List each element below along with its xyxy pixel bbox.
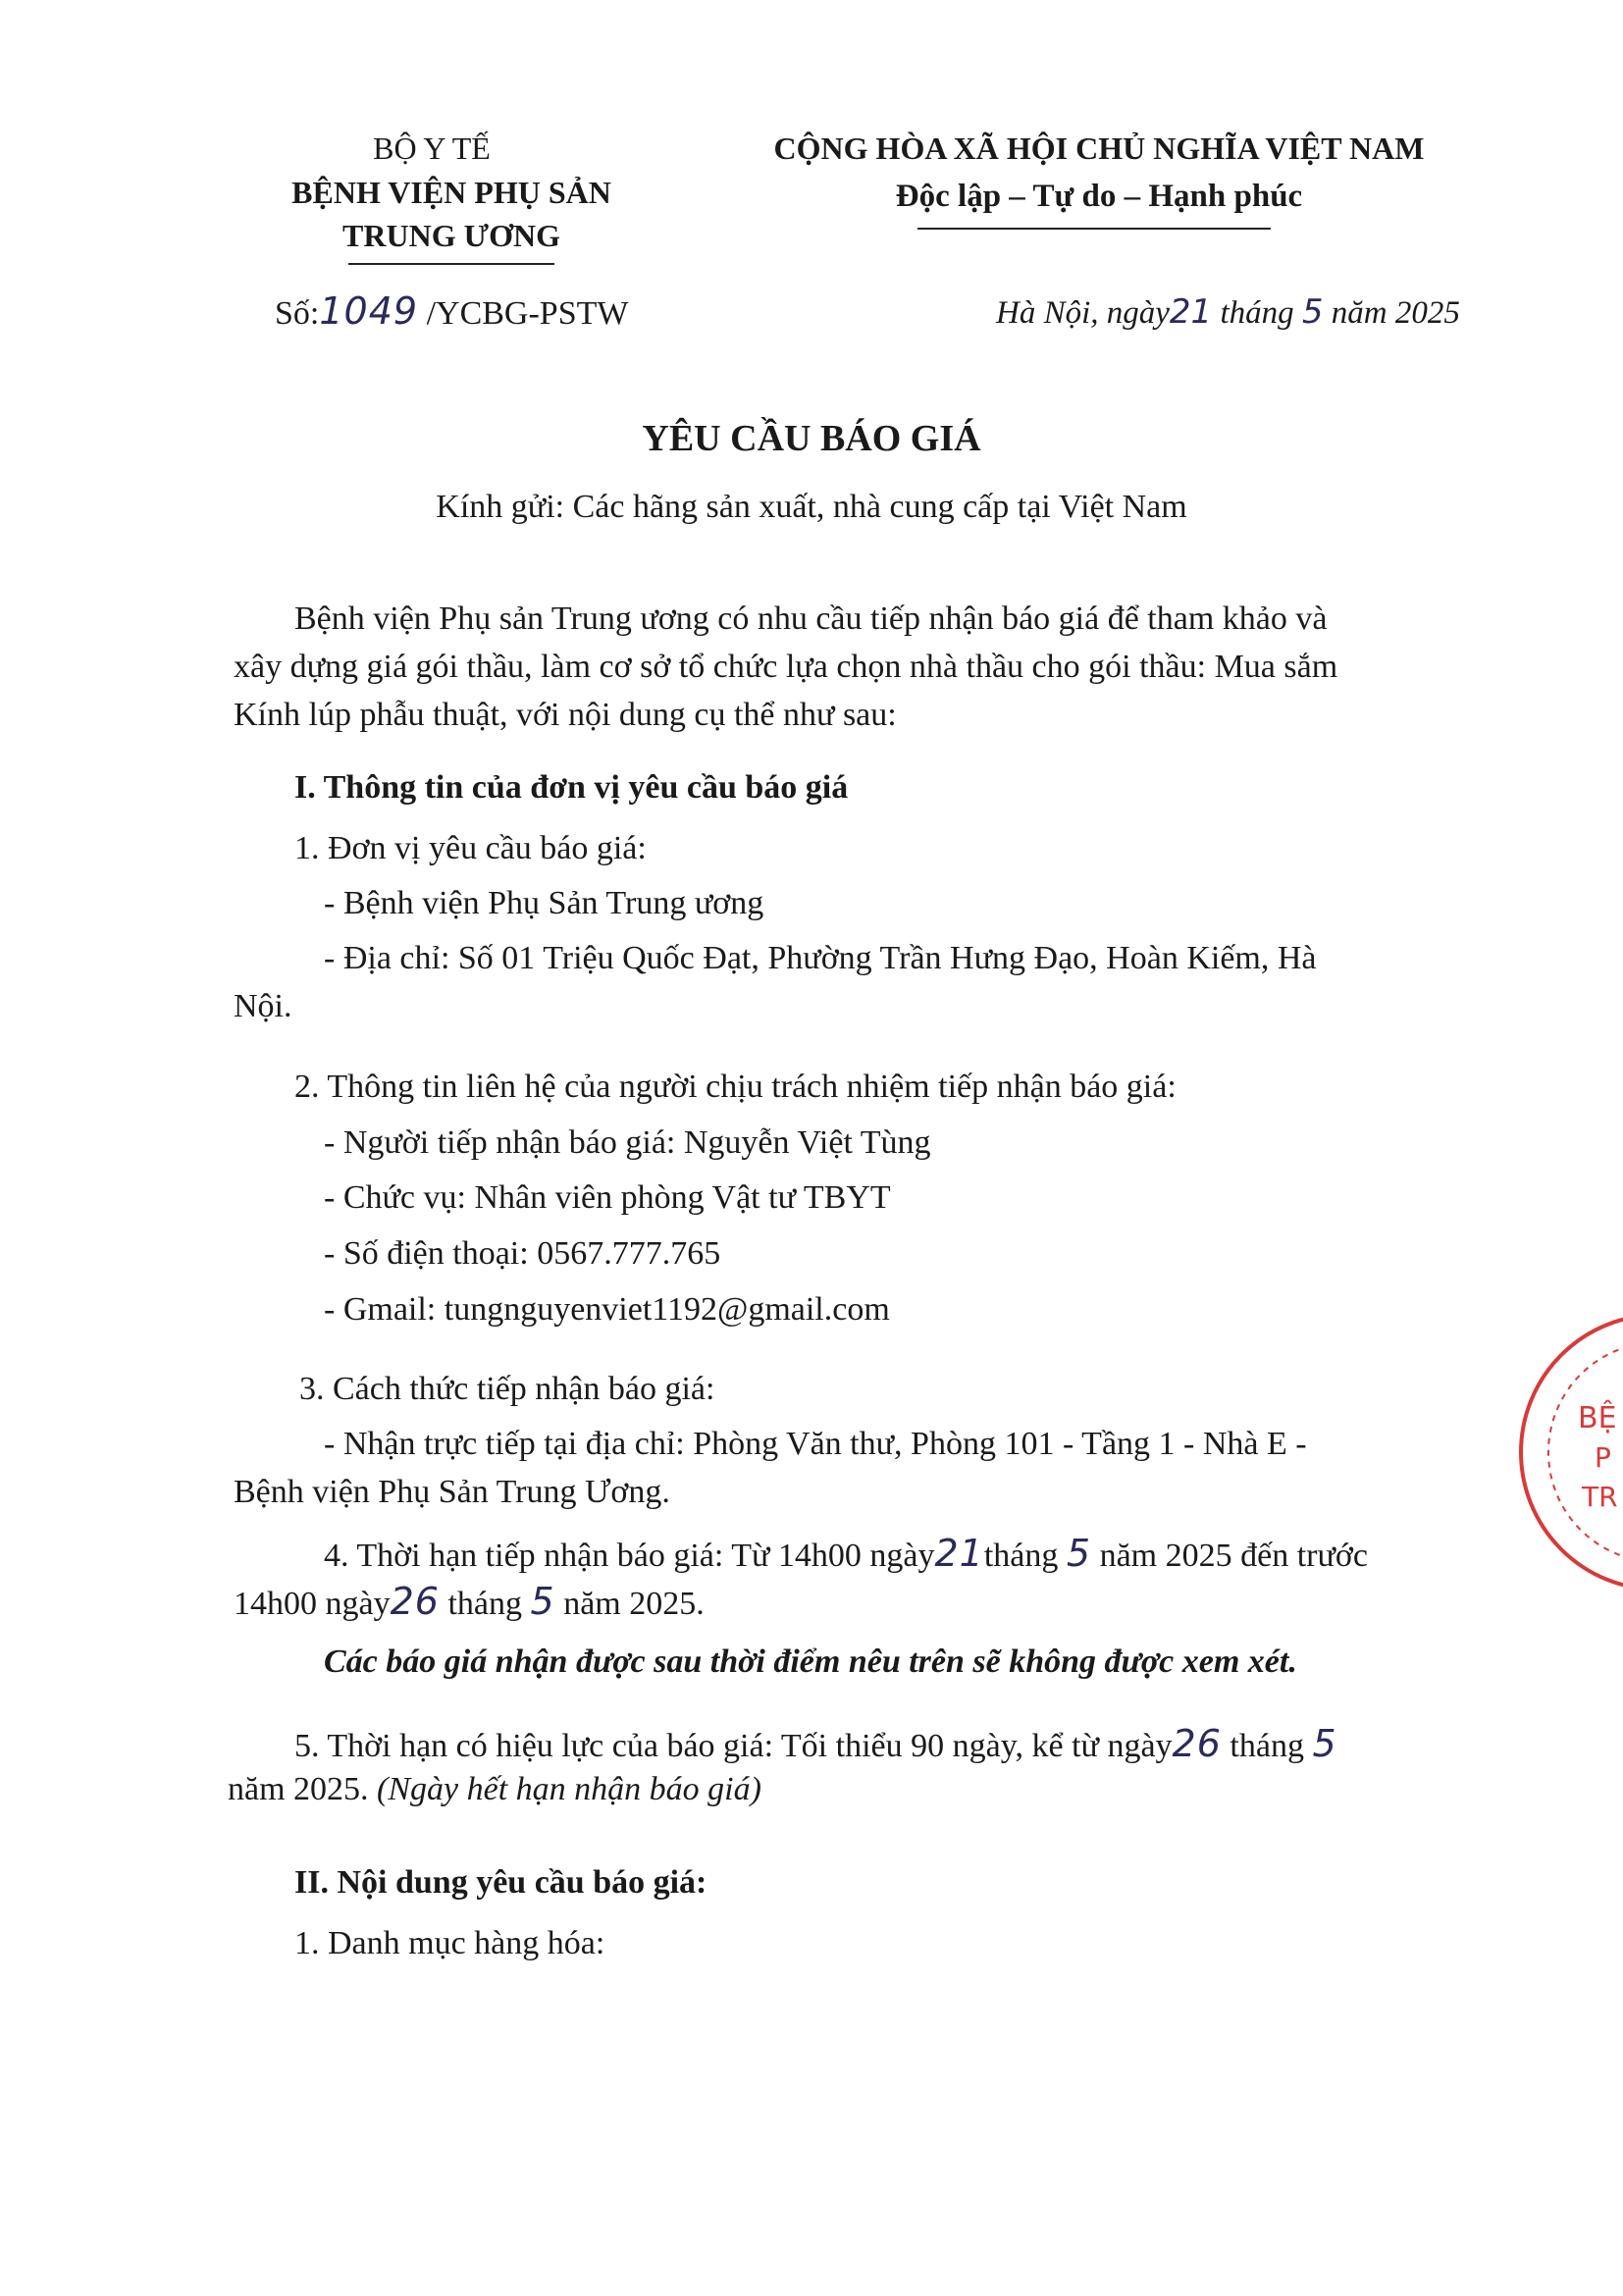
item-2-title: 2. Thông tin liên hệ của người chịu trách nhiệm tiếp nhận báo giá: [294, 1069, 1177, 1105]
section-2-item-1-title: 1. Danh mục hàng hóa: [294, 1925, 605, 1961]
hospital-name-line1: BỆNH VIỆN PHỤ SẢN [291, 175, 611, 210]
item-5-text-c: năm 2025. [228, 1771, 369, 1807]
national-motto: Độc lập – Tự do – Hạnh phúc [895, 179, 1303, 214]
section-2-heading: II. Nội dung yêu cầu báo giá: [294, 1864, 707, 1901]
item-4-text-d: 14h00 ngày [234, 1586, 391, 1622]
country-name: CỘNG HÒA XÃ HỘI CHỦ NGHĨA VIỆT NAM [773, 130, 1425, 166]
date-prefix: Hà Nội, ngày [996, 295, 1170, 331]
recipient-line: Kính gửi: Các hãng sản xuất, nhà cung cấp tại Việt Nam [436, 489, 1187, 525]
motto-underline [917, 228, 1271, 230]
item-1-title: 1. Đơn vị yêu cầu báo giá: [294, 830, 647, 866]
item-3-title: 3. Cách thức tiếp nhận báo giá: [299, 1371, 715, 1407]
red-stamp-fragment [1511, 1305, 1623, 1599]
item-2-position: - Chức vụ: Nhân viên phòng Vật tư TBYT [324, 1179, 891, 1216]
document-number [275, 289, 629, 333]
item-1-name: - Bệnh viện Phụ Sản Trung ương [324, 885, 764, 921]
item-2-email: - Gmail: tungnguyenviet1192@gmail.com [324, 1291, 890, 1328]
stamp-text-line-1: BỆ [1578, 1401, 1617, 1435]
item-5-day-handwritten: 26 [1172, 1722, 1222, 1765]
intro-line-3: Kính lúp phẫu thuật, với nội dung cụ thể như sau: [234, 697, 897, 733]
hospital-name-line2: TRUNG ƯƠNG [342, 218, 560, 253]
item-4-month-2-handwritten: 5 [530, 1580, 555, 1623]
doc-number-handwritten: 1049 [319, 289, 419, 333]
item-2-phone: - Số điện thoại: 0567.777.765 [324, 1235, 721, 1272]
date-month-label: tháng [1220, 295, 1294, 331]
item-4-line-1 [324, 1529, 1368, 1579]
item-5-line-1 [294, 1719, 1337, 1769]
item-4-text-e: tháng [447, 1586, 522, 1622]
date-month-handwritten: 5 [1301, 292, 1324, 332]
item-4-text-b: tháng [983, 1538, 1059, 1574]
item-4-day-1-handwritten: 21 [934, 1532, 984, 1575]
item-3-line-2: Bệnh viện Phụ Sản Trung Ương. [234, 1474, 670, 1510]
item-5-text-b: tháng [1230, 1728, 1304, 1764]
doc-number-prefix: Số: [275, 295, 320, 332]
item-5-text-a: 5. Thời hạn có hiệu lực của báo giá: Tối thiểu 90 ngày, kể từ ngày [294, 1728, 1173, 1764]
section-1-heading: I. Thông tin của đơn vị yêu cầu báo giá [294, 769, 849, 806]
doc-number-suffix: /YCBG-PSTW [426, 295, 629, 332]
stamp-text-line-3: TR [1582, 1481, 1618, 1513]
item-4-text-a: 4. Thời hạn tiếp nhận báo giá: Từ 14h00 ngày [324, 1538, 935, 1574]
date-day-handwritten: 21 [1169, 292, 1213, 332]
item-5-month-handwritten: 5 [1312, 1722, 1337, 1765]
item-4-month-1-handwritten: 5 [1066, 1532, 1092, 1575]
item-1-address-line-1: - Địa chỉ: Số 01 Triệu Quốc Đạt, Phường Trần Hưng Đạo, Hoàn Kiếm, Hà [324, 940, 1317, 976]
item-5-line-2 [228, 1767, 761, 1812]
stamp-text-line-2: P [1595, 1441, 1611, 1474]
deadline-warning: Các báo giá nhận được sau thời điểm nêu trên sẽ không được xem xét. [324, 1644, 1297, 1680]
document-title: YÊU CẦU BÁO GIÁ [642, 418, 981, 459]
ministry-name: BỘ Y TẾ [373, 130, 491, 166]
intro-line-2: xây dựng giá gói thầu, làm cơ sở tổ chức lựa chọn nhà thầu cho gói thầu: Mua sắm [234, 649, 1338, 685]
left-header-underline [348, 263, 554, 265]
item-2-person: - Người tiếp nhận báo giá: Nguyễn Việt Tùng [324, 1124, 931, 1161]
item-4-text-c: năm 2025 đến trước [1099, 1538, 1368, 1574]
item-1-address-line-2: Nội. [234, 988, 292, 1024]
date-year: năm 2025 [1331, 295, 1460, 331]
item-4-line-2 [234, 1577, 705, 1627]
intro-line-1: Bệnh viện Phụ sản Trung ương có nhu cầu tiếp nhận báo giá để tham khảo và [294, 600, 1328, 637]
item-5-note: (Ngày hết hạn nhận báo giá) [377, 1771, 761, 1807]
item-4-text-f: năm 2025. [563, 1586, 705, 1622]
item-4-day-2-handwritten: 26 [390, 1580, 440, 1623]
place-date [996, 292, 1460, 332]
item-3-line-1: - Nhận trực tiếp tại địa chỉ: Phòng Văn thư, Phòng 101 - Tầng 1 - Nhà E - [324, 1426, 1307, 1462]
